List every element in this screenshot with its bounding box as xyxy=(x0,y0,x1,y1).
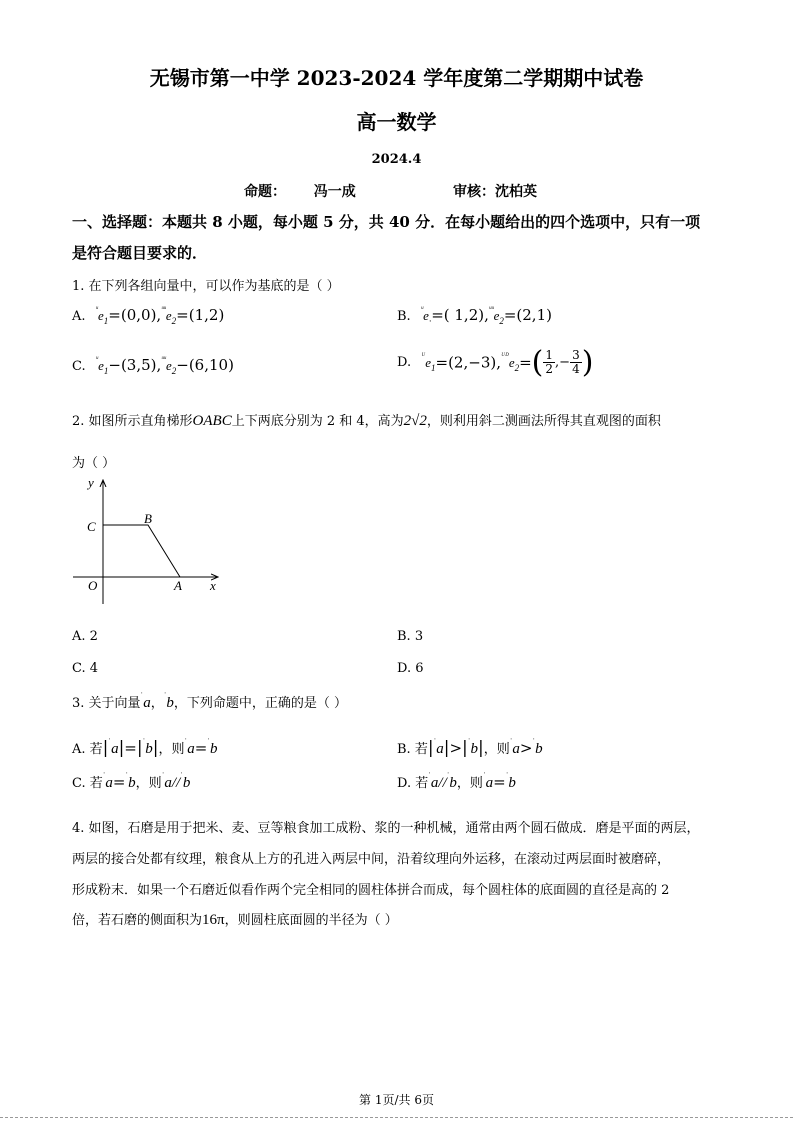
q1-stem: 1. 在下列各组向量中，可以作为基底的是（ ） xyxy=(72,279,340,294)
section-heading-line1: 一、选择题：本题共 8 小题，每小题 5 分，共 40 分．在每小题给出的四个选项中，只有一项 xyxy=(72,213,701,231)
q2-stem-line2: 为（ ） xyxy=(72,456,116,471)
q1-a-expr1: =(0,0), xyxy=(108,306,162,324)
page-number: 第 1页/共 6页 xyxy=(359,1093,434,1107)
q1-option-c xyxy=(72,356,234,374)
q1-c-expr2: −(6,10) xyxy=(176,356,234,374)
q1-option-a xyxy=(72,306,224,324)
q3-stem: 3. 关于向量$^ˈ$a，$^ˈ$b，下列命题中，正确的是（ ） xyxy=(72,691,348,711)
vector-e1: $^ᵘe_1$ xyxy=(95,354,109,376)
q3-option-c: C. 若$^ˈ$a=$^ˈ$b，则$^ˈ$a//$^ˈ$b xyxy=(72,771,191,791)
reviewer-line xyxy=(453,181,537,201)
trapezoid-edges xyxy=(103,525,180,577)
q1-d-expr2: = xyxy=(519,353,532,372)
label-o: O xyxy=(88,578,98,593)
q4-area-value: 16π xyxy=(202,912,225,928)
q2-trapezoid-figure xyxy=(68,474,228,614)
label-a: A xyxy=(174,578,182,593)
label-c: C xyxy=(87,519,96,534)
section-heading-line2: 是符合题目要求的． xyxy=(72,244,208,262)
label-x: x xyxy=(210,578,216,593)
subject-title: 高一数学 xyxy=(356,110,437,134)
exam-title: 无锡市第一中学 2023-2024 学年度第二学期期中试卷 xyxy=(149,66,644,90)
vector-b: $^ˈ$b xyxy=(163,691,174,711)
q1-option-d xyxy=(397,345,593,380)
q1-a-expr2: =(1,2) xyxy=(176,306,225,324)
vector-e2: $^{ᵘᵘ}e_2$ xyxy=(488,304,504,326)
vector-e1: $^ᵁe_1$ xyxy=(421,350,436,373)
author-name: 冯一成 xyxy=(313,184,356,200)
q2-height-value: 2√2 xyxy=(403,413,427,429)
vector-e1: $^ᵘe_1$ xyxy=(95,304,109,326)
q1-b-label: B. xyxy=(397,309,411,324)
q3-option-b: B. 若$|^ˈa|>|^ˈb|$，则$^ˈ$a>$^ˈ$b xyxy=(397,737,543,758)
vector-e2: $^{ᵘᵘ}e_2$ xyxy=(161,304,177,326)
q3-option-d: D. 若$^ˈ$a//$^ˈ$b，则$^ˈ$a=$^ˈ$b xyxy=(397,771,516,791)
reviewer-label: 审核： xyxy=(453,184,495,200)
q1-d-fraction-1: $\frac{1}{2}$ xyxy=(545,348,554,376)
q2-option-b: B. 3 xyxy=(397,629,424,644)
q1-option-b xyxy=(397,306,552,324)
author-line xyxy=(244,181,356,201)
q1-d-label: D. xyxy=(397,355,412,370)
vector-e1: $^ᵘe_\cdot$ xyxy=(420,304,432,326)
q4-line2: 两层的接合处都有纹理，粮食从上方的孔进入两层中间，沿着纹理向外运移，在滚动过两层面时被磨碎， xyxy=(72,852,671,867)
vector-a: $^ˈ$a xyxy=(140,691,151,711)
reviewer-name: 沈柏英 xyxy=(495,184,537,200)
vector-e2: $^{ᵘᵘ}e_2$ xyxy=(161,354,177,376)
vector-e2: $^{ᵁᴰ}e_2$ xyxy=(500,350,520,373)
label-b: B xyxy=(144,511,152,526)
q2-option-a: A. 2 xyxy=(72,629,98,644)
q3-option-a: A. 若$|^ˈa|=|^ˈb|$，则$^ˈ$a=$^ˈ$b xyxy=(72,737,218,758)
label-y: y xyxy=(88,475,94,490)
right-paren: ) xyxy=(581,345,594,380)
q1-c-label: C. xyxy=(72,359,86,374)
q2-option-d: D. 6 xyxy=(397,661,424,676)
q1-d-fraction-2: $\frac{3}{4}$ xyxy=(572,348,580,376)
q4-line4: 倍，若石磨的侧面积为16π，则圆柱底面圆的半径为（ ） xyxy=(72,912,398,928)
left-paren: ( xyxy=(531,345,544,380)
q4-line1: 4. 如图，石磨是用于把米、麦、豆等粮食加工成粉、浆的一种机械，通常由两个圆石做成．磨是平面的两层， xyxy=(72,821,700,836)
q1-a-label: A. xyxy=(72,309,86,324)
q2-trapezoid-name: OABC xyxy=(192,413,232,429)
q2-option-c: C. 4 xyxy=(72,661,99,676)
author-label: 命题： xyxy=(244,184,286,200)
bottom-divider xyxy=(0,1117,793,1118)
q1-d-expr1: =(2,−3), xyxy=(435,353,501,372)
q1-d-comma: ,− xyxy=(555,355,571,370)
q1-c-expr1: −(3,5), xyxy=(108,356,162,374)
q2-stem: 2. 如图所示直角梯形OABC上下两底分别为 2 和 4，高为2√2，则利用斜二测画法所得其直观图的面积 xyxy=(72,413,661,429)
q4-line3: 形成粉末．如果一个石磨近似看作两个完全相同的圆柱体拼合而成，每个圆柱体的底面圆的直径是高的 2 xyxy=(72,883,670,898)
q1-b-expr1: =( 1,2), xyxy=(431,306,489,324)
exam-date: 2024.4 xyxy=(371,152,422,167)
q1-b-expr2: =(2,1) xyxy=(503,306,552,324)
